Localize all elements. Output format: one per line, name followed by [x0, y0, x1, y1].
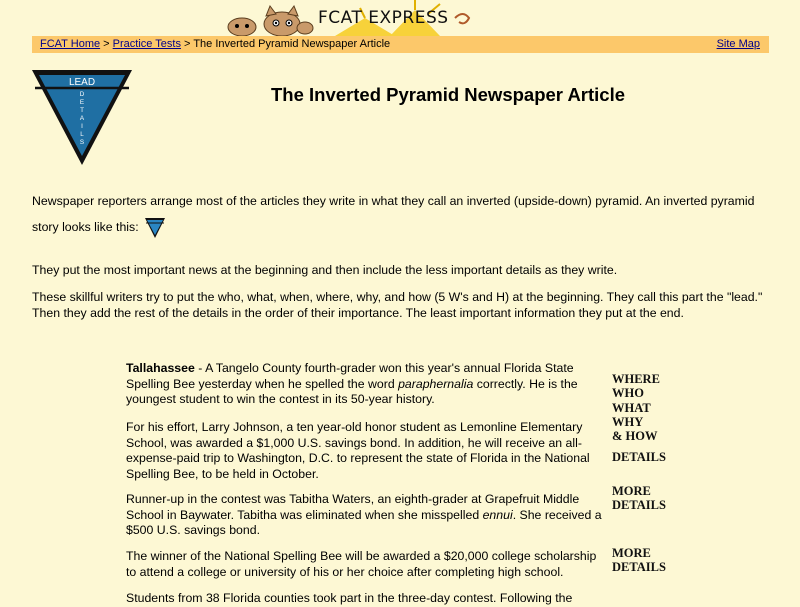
article-paragraph-5: Students from 38 Florida counties took part in the three-day contest. Following the [126, 591, 573, 605]
sample-article [126, 361, 608, 605]
annotation-lead: WHERE WHO WHAT WHY & HOW [612, 372, 660, 444]
breadcrumb [40, 36, 390, 53]
mini-inverted-pyramid-icon [144, 217, 166, 239]
inverted-pyramid-logo [30, 68, 134, 168]
intro-paragraph-1: Newspaper reporters arrange most of the articles they write in what they call an inverted (upside-down) pyramid. An inverted pyramid story looks like this: [32, 194, 772, 239]
breadcrumb-practice-tests-link[interactable]: Practice Tests [112, 38, 181, 50]
svg-text:A: A [79, 115, 85, 122]
svg-text:L: L [80, 131, 84, 138]
article-dateline: Tallahassee [126, 361, 195, 375]
article-paragraph-4: The winner of the National Spelling Bee will be awarded a $20,000 college scholarship to attend a college or university of his or her choice after completing high school. [126, 549, 597, 579]
breadcrumb-current: The Inverted Pyramid Newspaper Article [193, 38, 391, 50]
svg-text:E: E [79, 99, 85, 106]
breadcrumb-separator: > [184, 38, 191, 50]
svg-text:I: I [81, 123, 83, 130]
site-map-link[interactable]: Site Map [716, 38, 760, 50]
intro-paragraph-2: They put the most important news at the beginning and then include the less important details as they write. [32, 263, 618, 277]
intro-paragraph-3: These skillful writers try to put the who, what, when, where, why, and how (5 W's and H) at the beginning. They call this part the "lead." Then they add the rest of the details in the order of their importance. The least important information they put at the end. [32, 290, 763, 320]
article-paragraph-3: Runner-up in the contest was Tabitha Waters, an eighth-grader at Grapefruit Middle School in Baywater. Tabitha was eliminated when she misspelled ennui. She received a $500 U.S. savings bond. [126, 492, 602, 537]
breadcrumb-bar [32, 36, 769, 53]
annotation-details-1: DETAILS [612, 450, 666, 464]
logo-lead-text: LEAD [68, 77, 96, 88]
annotation-more-details-2: MORE DETAILS [612, 484, 666, 513]
site-title: FCAT EXPRESS [318, 8, 449, 28]
header-banner [0, 0, 800, 36]
article-paragraph-1: Tallahassee - A Tangelo County fourth-grader won this year's annual Florida State Spelling Bee yesterday when he spelled the word paraphernalia correctly. He is the youngest student to win the contest in its 50-year history. [126, 361, 578, 406]
breadcrumb-separator: > [103, 38, 110, 50]
page-title: The Inverted Pyramid Newspaper Article [271, 84, 626, 105]
svg-text:D: D [79, 91, 85, 98]
svg-text:S: S [79, 139, 85, 146]
svg-text:T: T [80, 107, 84, 114]
annotation-more-details-3: MORE DETAILS [612, 546, 666, 575]
article-paragraph-2: For his effort, Larry Johnson, a ten year-old honor student as Lemonline Elementary School, was awarded a $1,000 U.S. savings bond. In addition, he will receive an all-expense-paid trip to Washington, D.C. to represent the state of Florida in the National Spelling Bee, to be held in October. [126, 420, 590, 481]
breadcrumb-home-link[interactable]: FCAT Home [40, 38, 101, 50]
